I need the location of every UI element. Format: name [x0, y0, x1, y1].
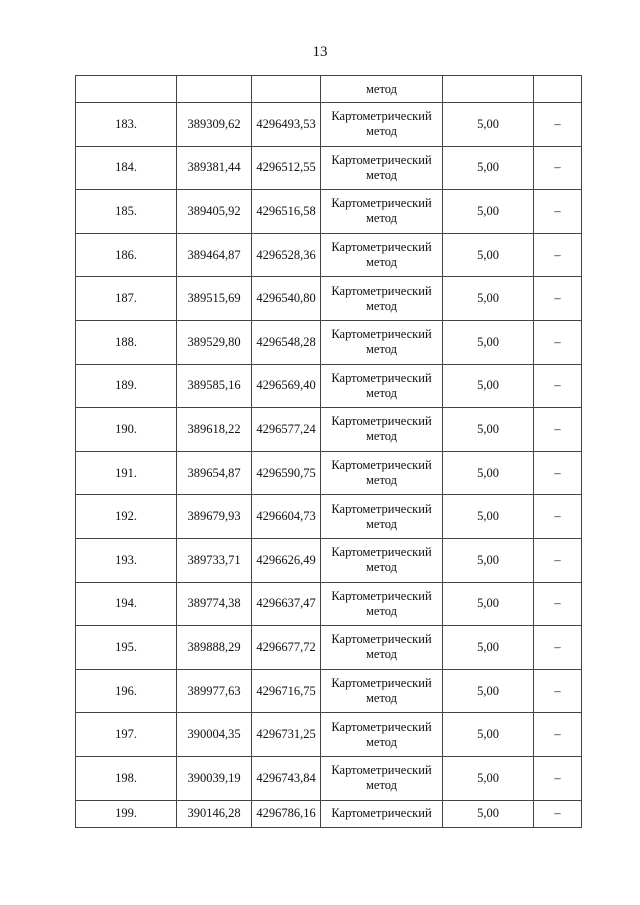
method-line-2: метод — [365, 211, 397, 226]
cell-note: – — [534, 713, 582, 757]
method-line-2: метод — [365, 778, 397, 793]
method-line-2: метод — [365, 298, 397, 313]
method-line-2: метод — [365, 342, 397, 357]
cell-error: 5,00 — [443, 669, 534, 713]
table-row — [76, 756, 582, 800]
continuation-row — [76, 76, 582, 103]
table-row — [76, 800, 582, 827]
cell-method: метод — [321, 76, 443, 103]
table-row — [76, 233, 582, 277]
cell-method — [321, 626, 443, 670]
cell-x: 389309,62 — [177, 103, 252, 147]
method-line-1: Картометрический — [331, 632, 432, 647]
cell-note: – — [534, 582, 582, 626]
cell-y: 4296716,75 — [252, 669, 321, 713]
method-line-1: Картометрический — [331, 545, 432, 560]
cell-x: 389733,71 — [177, 538, 252, 582]
cell-num: 193. — [76, 538, 177, 582]
cell-x — [177, 76, 252, 103]
cell-y: 4296786,16 — [252, 800, 321, 827]
cell-error: 5,00 — [443, 713, 534, 757]
method-line-2: метод — [365, 255, 397, 270]
cell-method — [321, 364, 443, 408]
cell-x: 389529,80 — [177, 320, 252, 364]
cell-num: 192. — [76, 495, 177, 539]
method-line-2: метод — [365, 167, 397, 182]
cell-note: – — [534, 451, 582, 495]
cell-error: 5,00 — [443, 190, 534, 234]
method-line-2: метод — [365, 603, 397, 618]
cell-error: 5,00 — [443, 320, 534, 364]
cell-x: 389679,93 — [177, 495, 252, 539]
cell-num: 186. — [76, 233, 177, 277]
cell-method — [321, 103, 443, 147]
cell-error: 5,00 — [443, 582, 534, 626]
cell-note — [534, 76, 582, 103]
cell-x: 389381,44 — [177, 146, 252, 190]
cell-error: 5,00 — [443, 538, 534, 582]
method-line-2: метод — [365, 385, 397, 400]
table-row — [76, 669, 582, 713]
cell-y: 4296548,28 — [252, 320, 321, 364]
cell-note: – — [534, 669, 582, 713]
cell-error: 5,00 — [443, 233, 534, 277]
cell-num: 189. — [76, 364, 177, 408]
cell-note: – — [534, 626, 582, 670]
method-line-1: Картометрический — [331, 370, 432, 385]
method-line-2: метод — [365, 124, 397, 139]
method-line-1: Картометрический — [331, 588, 432, 603]
table-row — [76, 277, 582, 321]
cell-note: – — [534, 408, 582, 452]
cell-error: 5,00 — [443, 451, 534, 495]
cell-error: 5,00 — [443, 277, 534, 321]
cell-method — [321, 277, 443, 321]
table-row — [76, 320, 582, 364]
table-row — [76, 364, 582, 408]
method-line-1: Картометрический — [331, 327, 432, 342]
cell-error: 5,00 — [443, 408, 534, 452]
cell-x: 389888,29 — [177, 626, 252, 670]
table-row — [76, 626, 582, 670]
cell-y: 4296569,40 — [252, 364, 321, 408]
table-row — [76, 146, 582, 190]
cell-method: Картометрический — [321, 800, 443, 827]
cell-num: 198. — [76, 756, 177, 800]
cell-note: – — [534, 190, 582, 234]
cell-y: 4296637,47 — [252, 582, 321, 626]
cell-x: 389515,69 — [177, 277, 252, 321]
table-row — [76, 495, 582, 539]
method-line-2: метод — [365, 560, 397, 575]
cell-y: 4296577,24 — [252, 408, 321, 452]
method-line-2: метод — [365, 647, 397, 662]
method-line-1: Картометрический — [331, 414, 432, 429]
cell-x: 390039,19 — [177, 756, 252, 800]
cell-num: 194. — [76, 582, 177, 626]
cell-method — [321, 233, 443, 277]
cell-num: 191. — [76, 451, 177, 495]
cell-y: 4296604,73 — [252, 495, 321, 539]
method-line-1: Картометрический — [331, 501, 432, 516]
method-line-1: Картометрический — [331, 152, 432, 167]
cell-note: – — [534, 756, 582, 800]
cell-y — [252, 76, 321, 103]
cell-num: 197. — [76, 713, 177, 757]
cell-method — [321, 756, 443, 800]
cell-error: 5,00 — [443, 800, 534, 827]
cell-note: – — [534, 277, 582, 321]
table-row — [76, 582, 582, 626]
cell-method — [321, 451, 443, 495]
cell-error: 5,00 — [443, 626, 534, 670]
cell-note: – — [534, 146, 582, 190]
method-line-1: Картометрический — [331, 763, 432, 778]
method-line-1: Картометрический — [331, 240, 432, 255]
cell-x: 389654,87 — [177, 451, 252, 495]
cell-method — [321, 408, 443, 452]
table-row — [76, 451, 582, 495]
method-line-1: Картометрический — [331, 196, 432, 211]
cell-method — [321, 190, 443, 234]
cell-x: 390004,35 — [177, 713, 252, 757]
cell-y: 4296493,53 — [252, 103, 321, 147]
cell-y: 4296512,55 — [252, 146, 321, 190]
method-line-1: Картометрический — [331, 719, 432, 734]
cell-note: – — [534, 320, 582, 364]
cell-error: 5,00 — [443, 495, 534, 539]
cell-method — [321, 146, 443, 190]
cell-num: 196. — [76, 669, 177, 713]
page-number: 13 — [312, 44, 328, 60]
table-row — [76, 538, 582, 582]
method-line-2: метод — [365, 473, 397, 488]
cell-num — [76, 76, 177, 103]
cell-error: 5,00 — [443, 756, 534, 800]
cell-note: – — [534, 495, 582, 539]
cell-method — [321, 538, 443, 582]
method-line-2: метод — [365, 429, 397, 444]
cell-method — [321, 582, 443, 626]
table-row — [76, 190, 582, 234]
cell-y: 4296677,72 — [252, 626, 321, 670]
cell-num: 190. — [76, 408, 177, 452]
cell-note: – — [534, 538, 582, 582]
method-line-1: Картометрический — [331, 458, 432, 473]
cell-y: 4296528,36 — [252, 233, 321, 277]
cell-method — [321, 495, 443, 539]
table-row — [76, 408, 582, 452]
cell-y: 4296626,49 — [252, 538, 321, 582]
cell-num: 183. — [76, 103, 177, 147]
method-line-1: Картометрический — [331, 676, 432, 691]
cell-num: 199. — [76, 800, 177, 827]
cell-x: 389585,16 — [177, 364, 252, 408]
cell-x: 389774,38 — [177, 582, 252, 626]
cell-y: 4296590,75 — [252, 451, 321, 495]
coordinates-table — [75, 75, 582, 828]
cell-x: 389618,22 — [177, 408, 252, 452]
cell-num: 184. — [76, 146, 177, 190]
cell-error: 5,00 — [443, 364, 534, 408]
cell-x: 389464,87 — [177, 233, 252, 277]
cell-y: 4296516,58 — [252, 190, 321, 234]
method-line-2: метод — [365, 734, 397, 749]
cell-error: 5,00 — [443, 103, 534, 147]
cell-note: – — [534, 364, 582, 408]
method-line-2: метод — [365, 691, 397, 706]
cell-y: 4296731,25 — [252, 713, 321, 757]
cell-x: 390146,28 — [177, 800, 252, 827]
cell-num: 187. — [76, 277, 177, 321]
cell-note: – — [534, 103, 582, 147]
cell-num: 195. — [76, 626, 177, 670]
cell-num: 185. — [76, 190, 177, 234]
cell-num: 188. — [76, 320, 177, 364]
cell-error: 5,00 — [443, 146, 534, 190]
cell-note: – — [534, 233, 582, 277]
method-line-1: Картометрический — [331, 283, 432, 298]
cell-method — [321, 320, 443, 364]
cell-y: 4296743,84 — [252, 756, 321, 800]
cell-x: 389977,63 — [177, 669, 252, 713]
cell-error — [443, 76, 534, 103]
table-row — [76, 103, 582, 147]
cell-method — [321, 669, 443, 713]
cell-y: 4296540,80 — [252, 277, 321, 321]
cell-x: 389405,92 — [177, 190, 252, 234]
cell-note: – — [534, 800, 582, 827]
cell-method — [321, 713, 443, 757]
method-line-2: метод — [365, 516, 397, 531]
method-line-1: Картометрический — [331, 109, 432, 124]
table-row — [76, 713, 582, 757]
